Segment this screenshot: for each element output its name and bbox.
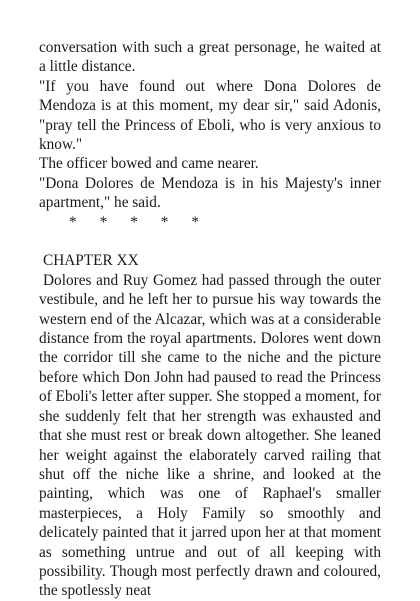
book-page <box>39 38 381 601</box>
section-separator: * * * * * <box>69 213 200 231</box>
chapter-heading: CHAPTER XX <box>43 252 139 270</box>
paragraph-adonis-speech: "If you have found out where Dona Dolores de Mendoza is at this moment, my dear sir," said Adonis, "pray tell the Princess of Eboli, who is very anxious to know." <box>39 77 381 154</box>
blank-line <box>39 232 381 251</box>
paragraph-conversation: conversation with such a great personage, he waited at a little distance. <box>39 39 381 76</box>
paragraph-officer-bowed: The officer bowed and came nearer. <box>39 155 259 173</box>
chapter-body-paragraph: Dolores and Ruy Gomez had passed through the outer vestibule, and he left her to pursue his way towards the western end of the Alcazar, which was at a considerable distance from the royal apartments. Dolores went down the corridor till she came to the niche and the picture before which Don John had paused to read the Princess of Eboli's letter after supper. She stopped a moment, for she suddenly felt that her strength was exhausted and that she must rest or break down altogether. She leaned her weight against the elaborately carved railing that shut off the niche like a shrine, and looked at the painting, which was one of Raphael's smaller masterpieces, a Holy Family so smoothly and delicately painted that it jarred upon her at that moment as something untrue and out of all keeping with possibility. Though most perfectly drawn and coloured, the spotlessly neat <box>39 271 381 600</box>
paragraph-officer-reply: "Dona Dolores de Mendoza is in his Majesty's inner apartment," he said. <box>39 174 381 212</box>
